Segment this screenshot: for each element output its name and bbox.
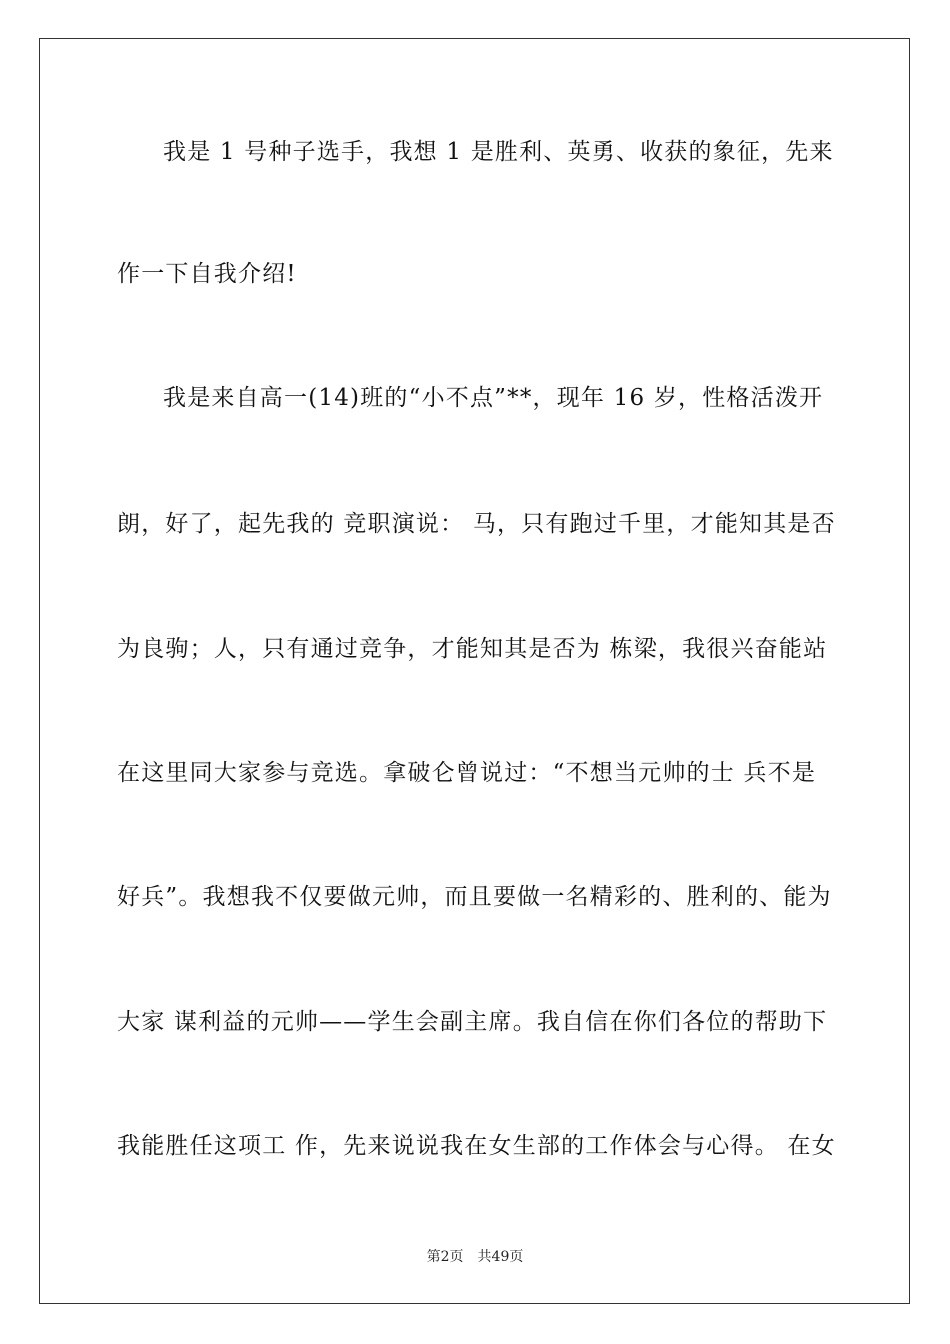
current-page-number: 第2页 <box>426 1249 464 1265</box>
text-line-9: 我能胜任这项工 作，先来说说我在女生部的工作体会与心得。 在女 <box>117 1133 836 1159</box>
text-line-6: 在这里同大家参与竞选。拿破仑曾说过：“不想当元帅的士 兵不是 <box>117 760 817 786</box>
page-footer <box>0 1248 950 1266</box>
text-line-8: 大家 谋利益的元帅——学生会副主席。我自信在你们各位的帮助下 <box>117 1009 828 1035</box>
page-border <box>39 38 910 1304</box>
text-line-4: 朗，好了，起先我的 竞职演说： 马，只有跑过千里，才能知其是否 <box>117 511 836 537</box>
total-pages: 共49页 <box>477 1249 524 1265</box>
text-line-3: 我是来自高一(14)班的“小不点”**，现年 16 岁，性格活泼开 <box>163 385 824 411</box>
text-line-5: 为良驹；人，只有通过竞争，才能知其是否为 栋梁，我很兴奋能站 <box>117 636 828 662</box>
text-line-1: 我是 1 号种子选手，我想 1 是胜利、英勇、收获的象征，先来 <box>163 139 834 165</box>
text-line-7: 好兵”。我想我不仅要做元帅，而且要做一名精彩的、胜利的、能为 <box>117 884 832 910</box>
text-line-2: 作一下自我介绍! <box>117 261 297 287</box>
